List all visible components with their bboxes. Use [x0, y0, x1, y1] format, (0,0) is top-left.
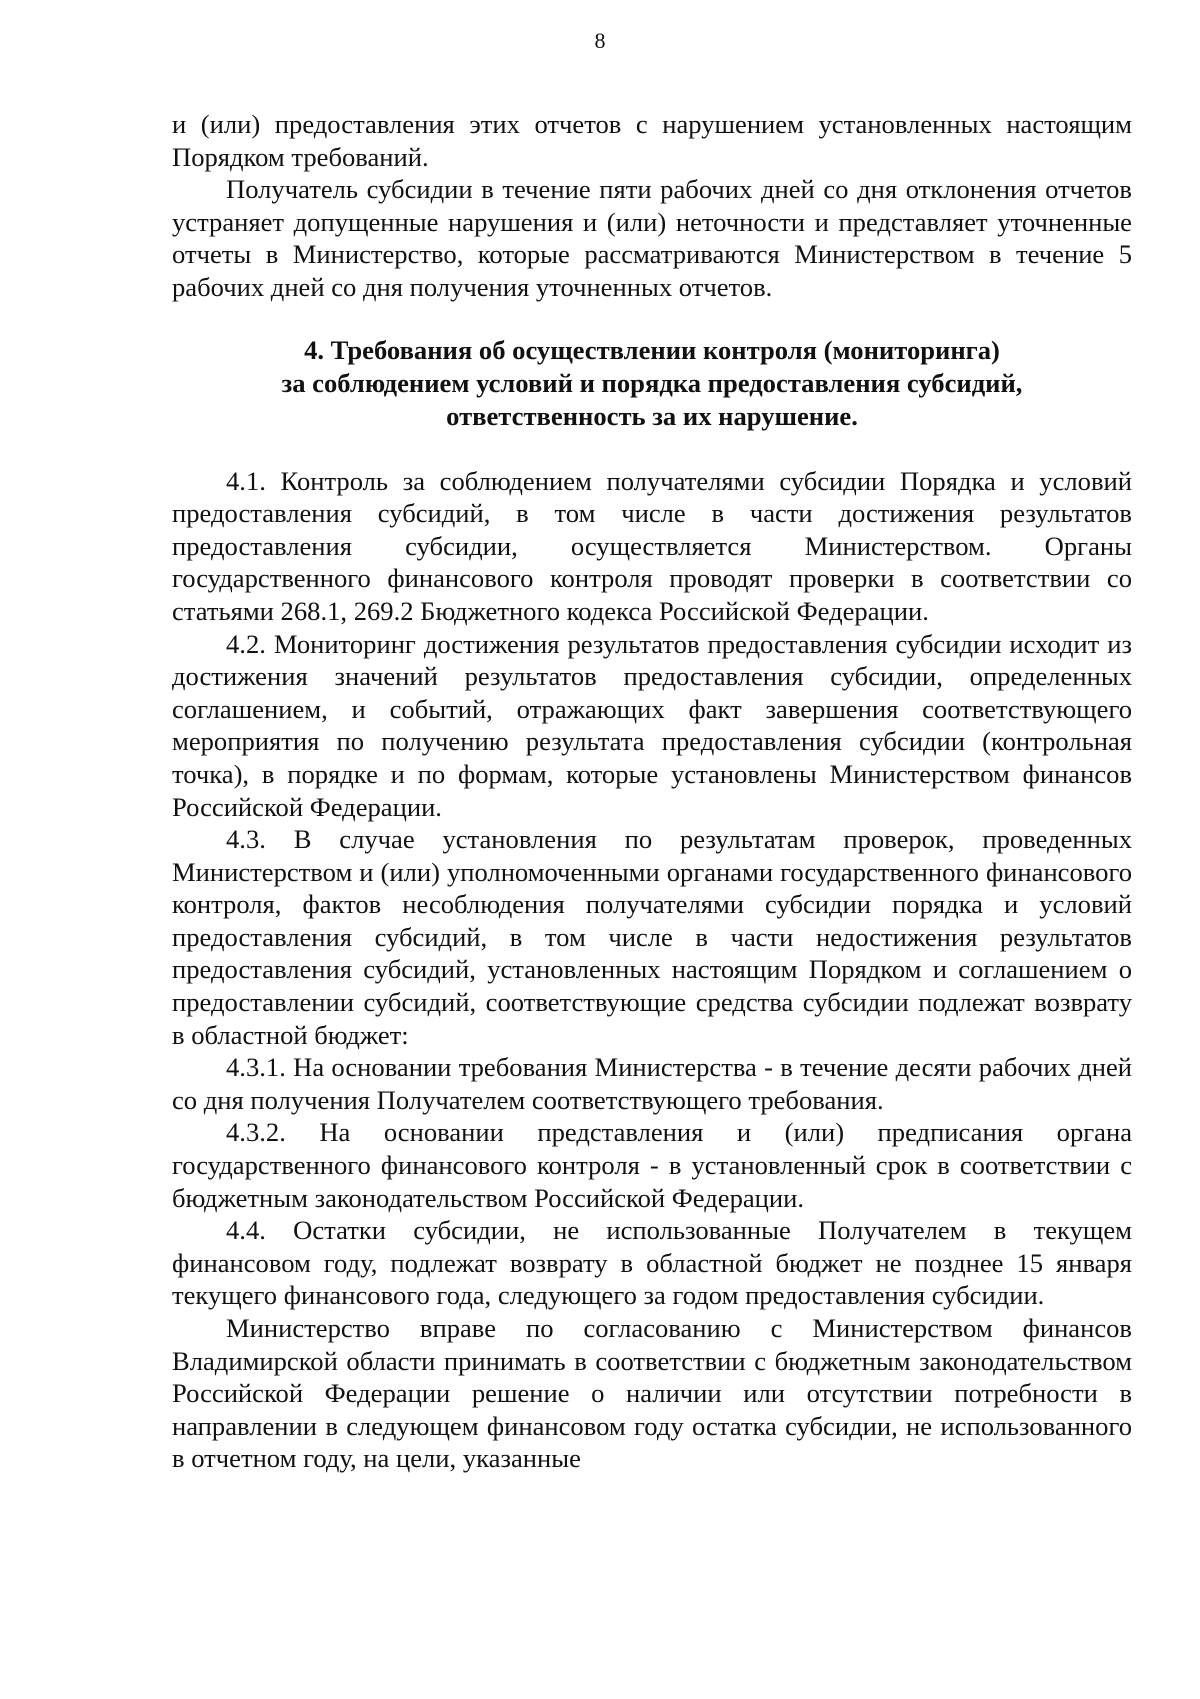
page-number: 8 [594, 28, 606, 53]
paragraph-4-4: 4.4. Остатки субсидии, не использованные Получателем в текущем финансовом году, подлежат возврату в областной бюджет не позднее 15 января текущего финансового года, следующего за годом предоставления субсидии. [172, 1215, 1132, 1311]
paragraph-4-3: 4.3. В случае установления по результатам проверок, проведенных Министерством и (или) уполномоченными органами государственного финансового контроля, фактов несоблюдения получателями субсидии порядка и условий предоставления субсидий, в том числе в части недостижения результатов предоставления субсидий, установленных настоящим Порядком и соглашением о предоставлении субсидий, соответствующие средства субсидии подлежат возврату в областной бюджет: [172, 824, 1132, 1050]
section-heading-line: ответственность за их нарушение. [446, 400, 858, 431]
paragraph-ministry-decision: Министерство вправе по согласованию с Министерством финансов Владимирской области принимать в соответствии с бюджетным законодательством Российской Федерации решение о наличии или отсутствии потребности в направлении в следующем финансовом году остатка субсидии, не использованного в отчетном году, на цели, указанные [172, 1313, 1132, 1474]
paragraph-4-3-1: 4.3.1. На основании требования Министерства - в течение десяти рабочих дней со дня получения Получателем соответствующего требования. [172, 1052, 1132, 1115]
paragraph-recipient-corrections: Получатель субсидии в течение пяти рабочих дней со дня отклонения отчетов устраняет допущенные нарушения и (или) неточности и представляет уточненные отчеты в Министерство, которые рассматриваются Министерством в течение 5 рабочих дней со дня получения уточненных отчетов. [172, 174, 1132, 302]
section-heading-line: за соблюдением условий и порядка предоставления субсидий, [281, 367, 1023, 398]
paragraph-4-3-2: 4.3.2. На основании представления и (или) предписания органа государственного финансового контроля - в установленный срок в соответствии с бюджетным законодательством Российской Федерации. [172, 1117, 1132, 1213]
section-heading [172, 334, 1132, 433]
paragraph-4-2: 4.2. Мониторинг достижения результатов предоставления субсидии исходит из достижения значений результатов предоставления субсидии, определенных соглашением, и событий, отражающих факт завершения соответствующего мероприятия по получению результата предоставления субсидии (контрольная точка), в порядке и по формам, которые установлены Министерством финансов Российской Федерации. [172, 628, 1132, 822]
document-body [172, 108, 1132, 1475]
paragraph-4-1: 4.1. Контроль за соблюдением получателями субсидии Порядка и условий предоставления субсидий, в том числе в части достижения результатов предоставления субсидии, осуществляется Министерством. Органы государственного финансового контроля проводят проверки в соответствии со статьями 268.1, 269.2 Бюджетного кодекса Российской Федерации. [172, 465, 1132, 626]
section-heading-line: 4. Требования об осуществлении контроля (мониторинга) [304, 334, 1000, 365]
paragraph-continuation: и (или) предоставления этих отчетов с нарушением установленных настоящим Порядком требований. [172, 109, 1132, 172]
